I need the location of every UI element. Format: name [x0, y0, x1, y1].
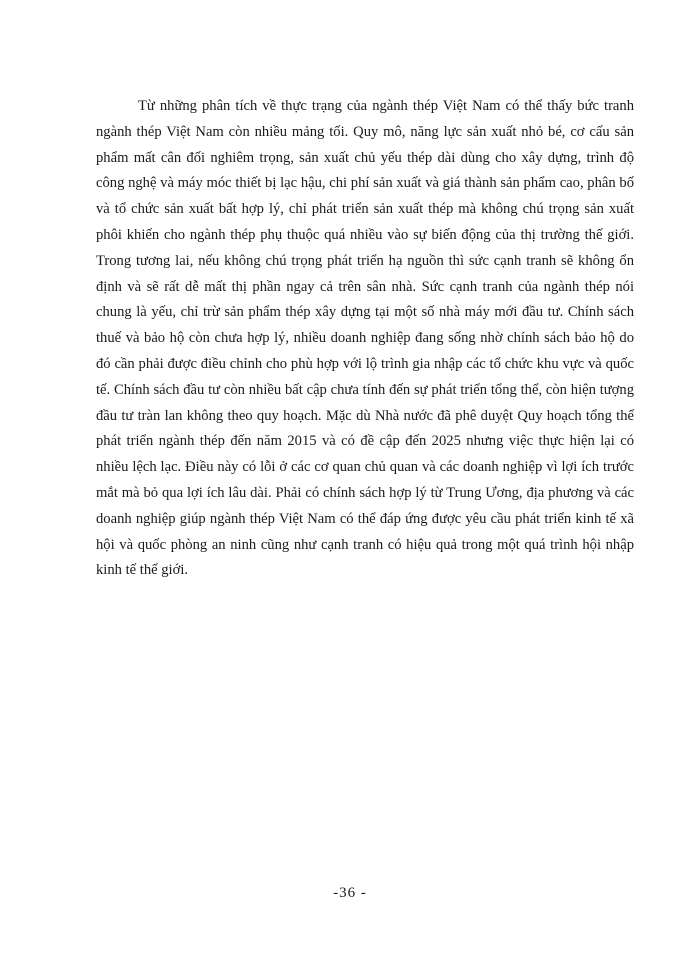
page-number: -36 -: [333, 885, 367, 901]
body-text: [96, 94, 634, 584]
conclusion-paragraph: Từ những phân tích về thực trạng của ngành thép Việt Nam có thể thấy bức tranh ngành thép Việt Nam còn nhiều mảng tối. Quy mô, năng lực sản xuất nhỏ bé, cơ cấu sản phẩm mất cân đối nghiêm trọng, sản xuất chủ yếu thép dài dùng cho xây dựng, trình độ công nghệ và máy móc thiết bị lạc hậu, chi phí sản xuất và giá thành sản phẩm cao, phân bố và tổ chức sản xuất bất hợp lý, chỉ phát triển sản xuất thép mà không chú trọng sản xuất phôi khiến cho ngành thép phụ thuộc quá nhiều vào sự biến động của thị trường thế giới. Trong tương lai, nếu không chú trọng phát triển hạ nguồn thì sức cạnh tranh sẽ không ổn định và sẽ rất dễ mất thị phần ngay cả trên sân nhà. Sức cạnh tranh của ngành thép nói chung là yếu, chỉ trừ sản phẩm thép xây dựng tại một số nhà máy mới đầu tư. Chính sách thuế và bảo hộ còn chưa hợp lý, nhiều doanh nghiệp đang sống nhờ chính sách bảo hộ do đó cần phải được điều chỉnh cho phù hợp với lộ trình gia nhập các tổ chức khu vực và quốc tế. Chính sách đầu tư còn nhiều bất cập chưa tính đến sự phát triển tổng thể, còn hiện tượng đầu tư tràn lan không theo quy hoạch. Mặc dù Nhà nước đã phê duyệt Quy hoạch tổng thể phát triển ngành thép đến năm 2015 và có đề cập đến 2025 nhưng việc thực hiện lại có nhiều lệch lạc. Điều này có lỗi ở các cơ quan chủ quan và các doanh nghiệp vì lợi ích trước mắt mà bỏ qua lợi ích lâu dài. Phải có chính sách hợp lý từ Trung Ương, địa phương và các doanh nghiệp giúp ngành thép Việt Nam có thể đáp ứng được yêu cầu phát triển kinh tế xã hội và quốc phòng an ninh cũng như cạnh tranh có hiệu quả trong một quá trình hội nhập kinh tế thế giới.: [96, 98, 634, 579]
